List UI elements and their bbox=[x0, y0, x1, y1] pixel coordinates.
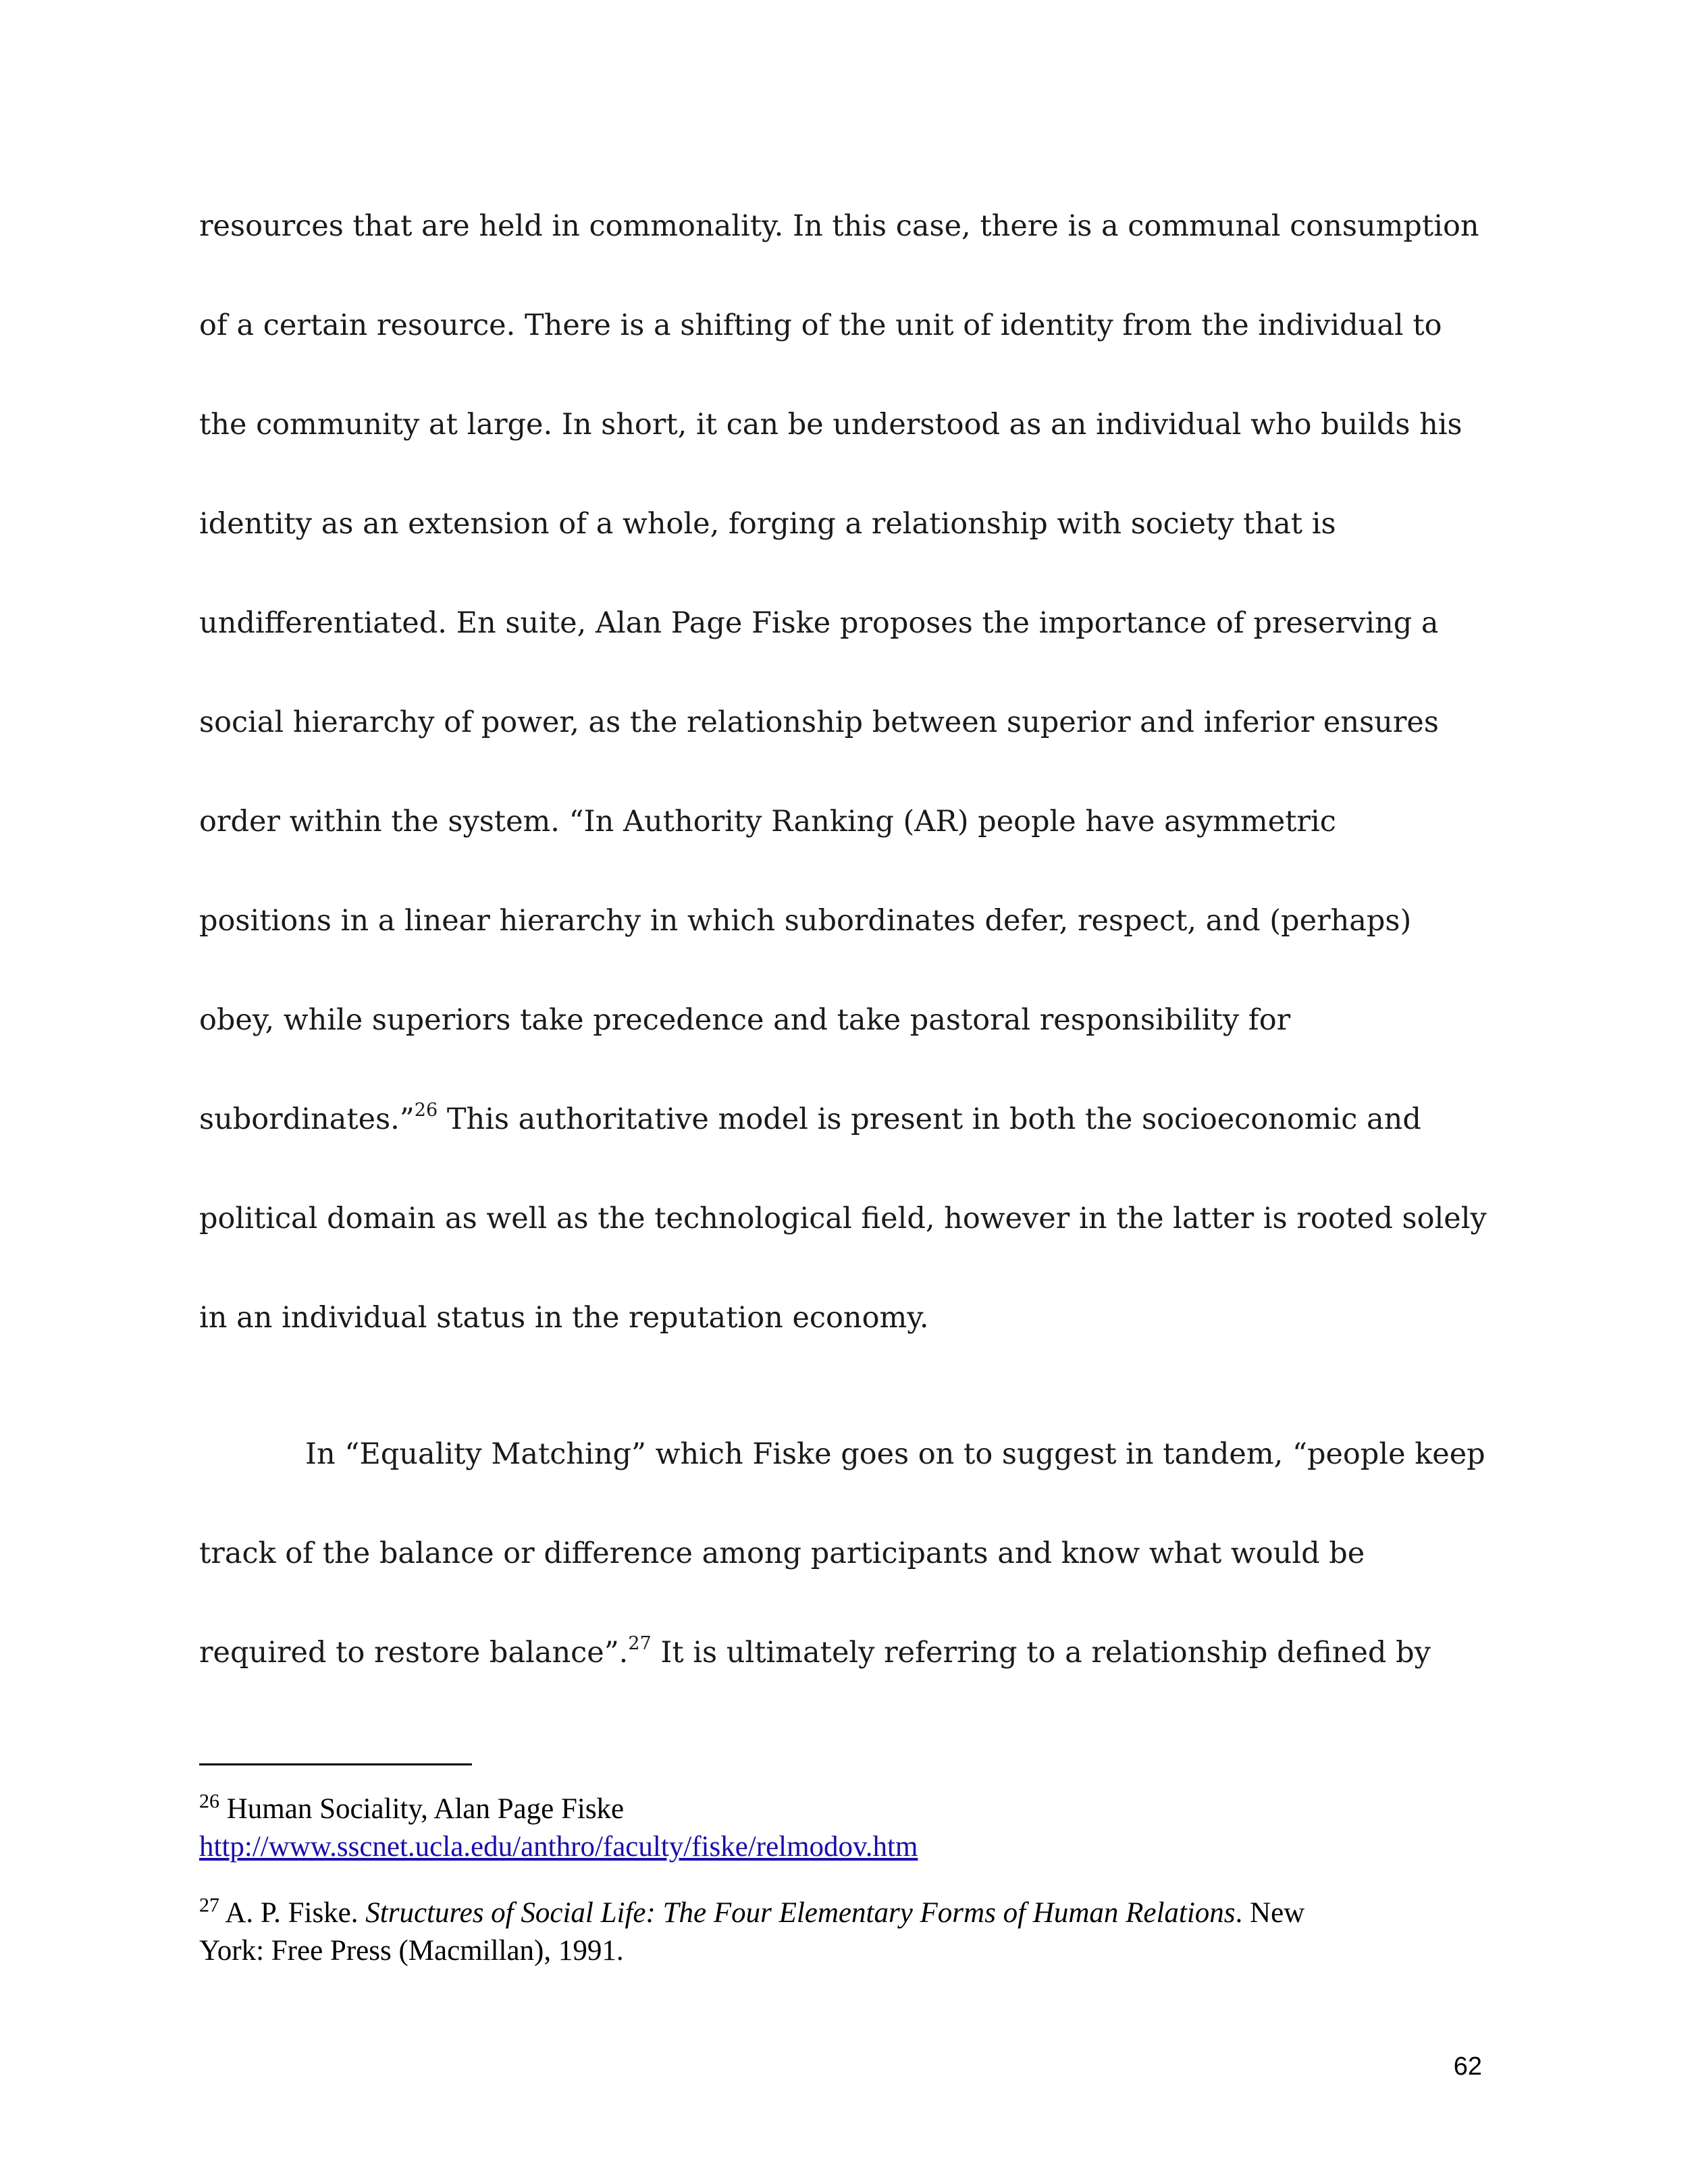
page-number: 62 bbox=[1453, 2052, 1482, 2081]
text-segment: It is ultimately referring to a relationship defined by bbox=[651, 1636, 1431, 1670]
footnote-separator bbox=[199, 1763, 472, 1765]
footnote-text: . New bbox=[1235, 1897, 1305, 1929]
body-text-line: obey, while superiors take precedence and take pastoral responsibility for bbox=[199, 1003, 1291, 1037]
body-text-line bbox=[199, 1099, 1421, 1140]
body-text-line: order within the system. “In Authority Ranking (AR) people have asymmetric bbox=[199, 805, 1336, 838]
text-segment: required to restore balance”. bbox=[199, 1636, 629, 1670]
body-text-line-indented: In “Equality Matching” which Fiske goes on to suggest in tandem, “people keep bbox=[305, 1437, 1485, 1471]
body-text-line: of a certain resource. There is a shifting of the unit of identity from the individual to bbox=[199, 309, 1442, 342]
footnote-26-link-line bbox=[199, 1828, 918, 1866]
footnote-27 bbox=[199, 1894, 1304, 1932]
body-text-line: social hierarchy of power, as the relationship between superior and inferior ensures bbox=[199, 705, 1439, 739]
text-segment: This authoritative model is present in both the socioeconomic and bbox=[438, 1102, 1421, 1136]
footnote-reference-27[interactable]: 27 bbox=[628, 1632, 652, 1654]
footnote-27-line-2: York: Free Press (Macmillan), 1991. bbox=[199, 1935, 624, 1967]
footnote-number: 26 bbox=[199, 1790, 219, 1813]
body-text-line: positions in a linear hierarchy in which subordinates defer, respect, and (perhaps) bbox=[199, 904, 1412, 938]
body-text-line: the community at large. In short, it can be understood as an individual who builds his bbox=[199, 408, 1462, 442]
footnote-26 bbox=[199, 1790, 624, 1828]
body-text-line: in an individual status in the reputation economy. bbox=[199, 1301, 929, 1335]
body-text-line bbox=[199, 1632, 1431, 1673]
footnote-link[interactable]: http://www.sscnet.ucla.edu/anthro/faculty/fiske/relmodov.htm bbox=[199, 1831, 918, 1863]
body-text-line: resources that are held in commonality. In this case, there is a communal consumption bbox=[199, 209, 1479, 243]
body-text-line: identity as an extension of a whole, forging a relationship with society that is bbox=[199, 507, 1336, 541]
text-segment: subordinates.” bbox=[199, 1102, 415, 1136]
body-text-line: political domain as well as the technological field, however in the latter is rooted solely bbox=[199, 1202, 1487, 1235]
body-text-line: undifferentiated. En suite, Alan Page Fiske proposes the importance of preserving a bbox=[199, 606, 1439, 640]
footnote-reference-26[interactable]: 26 bbox=[414, 1099, 438, 1121]
body-text-line: track of the balance or difference among participants and know what would be bbox=[199, 1537, 1365, 1570]
footnote-text: Human Sociality, Alan Page Fiske bbox=[219, 1793, 625, 1825]
footnote-book-title: Structures of Social Life: The Four Elementary Forms of Human Relations bbox=[365, 1897, 1236, 1929]
footnote-number: 27 bbox=[199, 1894, 219, 1917]
footnote-text: A. P. Fiske. bbox=[219, 1897, 366, 1929]
